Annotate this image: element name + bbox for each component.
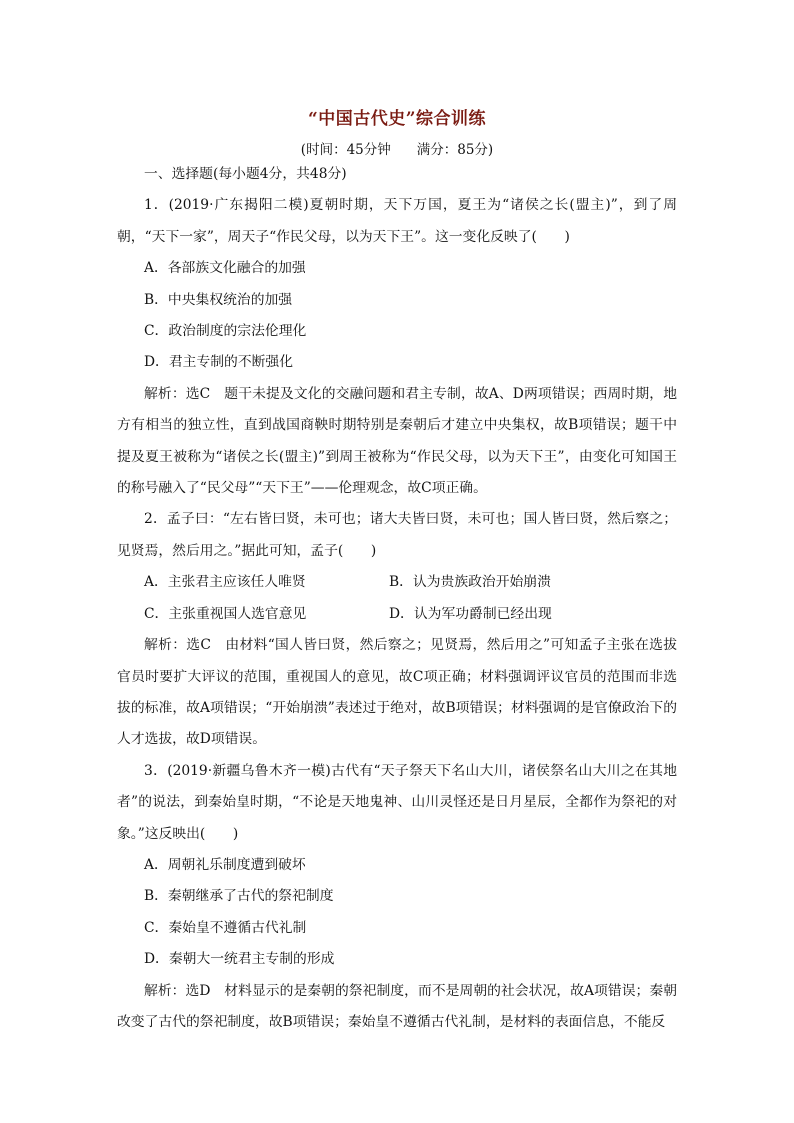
- option-d: D．秦朝大一统君主专制的形成: [144, 951, 335, 968]
- option-b: B．中央集权统治的加强: [144, 291, 293, 308]
- option-d: D．君主专制的不断强化: [144, 354, 294, 371]
- question-analysis: 解析：选C 由材料“国人皆曰贤，然后察之；见贤焉，然后用之”可知孟子主张在选拔官员时要扩大评议的范围，重视国人的意见，故C项正确；材料强调评议官员的范围而非选拔的标准，故A项错误；“开始崩溃”表述过于绝对，故B项错误；材料强调的是官僚政治下的人才选拔，故D项错误。: [117, 637, 677, 748]
- question-1: [117, 190, 677, 504]
- question-3: [117, 756, 677, 1039]
- option-c: C．主张重视国人选官意见: [144, 605, 307, 622]
- option-a: A．周朝礼乐制度遭到破坏: [144, 856, 306, 873]
- option-row: [117, 567, 677, 598]
- question-stem: 1．(2019·广东揭阳二模)夏朝时期，天下万国，夏王为“诸侯之长(盟主)”，到了周朝，“天下一家”，周天子“作民父母，以为天下王”。这一变化反映了( ): [117, 197, 677, 245]
- option-c: C．政治制度的宗法伦理化: [144, 323, 307, 340]
- exam-score: 满分：85分): [416, 142, 494, 158]
- option-row: [117, 599, 677, 630]
- option-b: B．秦朝继承了古代的祭祀制度: [144, 888, 334, 905]
- question-2: [117, 504, 677, 755]
- question-stem: 2．孟子曰：“左右皆曰贤，未可也；诸大夫皆曰贤，未可也；国人皆曰贤，然后察之；见贤焉，然后用之。”据此可知，孟子( ): [117, 511, 677, 559]
- question-stem: 3．(2019·新疆乌鲁木齐一模)古代有“天子祭天下名山大川，诸侯祭名山大川之在其地者”的说法，到秦始皇时期，“不论是天地鬼神、山川灵怪还是日月星辰，全都作为祭祀的对象。”这反映出( ): [117, 762, 677, 842]
- question-analysis: 解析：选D 材料显示的是秦朝的祭祀制度，而不是周朝的社会状况，故A项错误；秦朝改变了古代的祭祀制度，故B项错误；秦始皇不遵循古代礼制，是材料的表面信息，不能反: [117, 982, 677, 1030]
- question-analysis: 解析：选C 题干未提及文化的交融问题和君主专制，故A、D两项错误；西周时期，地方有相当的独立性，直到战国商鞅时期特别是秦朝后才建立中央集权，故B项错误；题干中提及夏王被称为“诸侯之长(盟主)”到周王被称为“作民父母，以为天下王”，由变化可知国王的称号融入了“民父母”“天下王”——伦理观念，故C项正确。: [117, 385, 677, 497]
- document-title: “中国古代史”综合训练: [307, 109, 487, 129]
- option-a: A．各部族文化融合的加强: [144, 260, 306, 277]
- option-a: A．主张君主应该任人唯贤: [144, 574, 306, 591]
- option-d: D．认为军功爵制已经出现: [389, 605, 552, 622]
- document-body: [117, 159, 677, 1038]
- option-b: B．认为贵族政治开始崩溃: [389, 574, 551, 591]
- exam-info: [0, 138, 794, 158]
- option-c: C．秦始皇不遵循古代礼制: [144, 919, 307, 936]
- section-heading: 一、选择题(每小题4分，共48分): [144, 166, 347, 182]
- exam-time: (时间：45分钟: [300, 142, 391, 158]
